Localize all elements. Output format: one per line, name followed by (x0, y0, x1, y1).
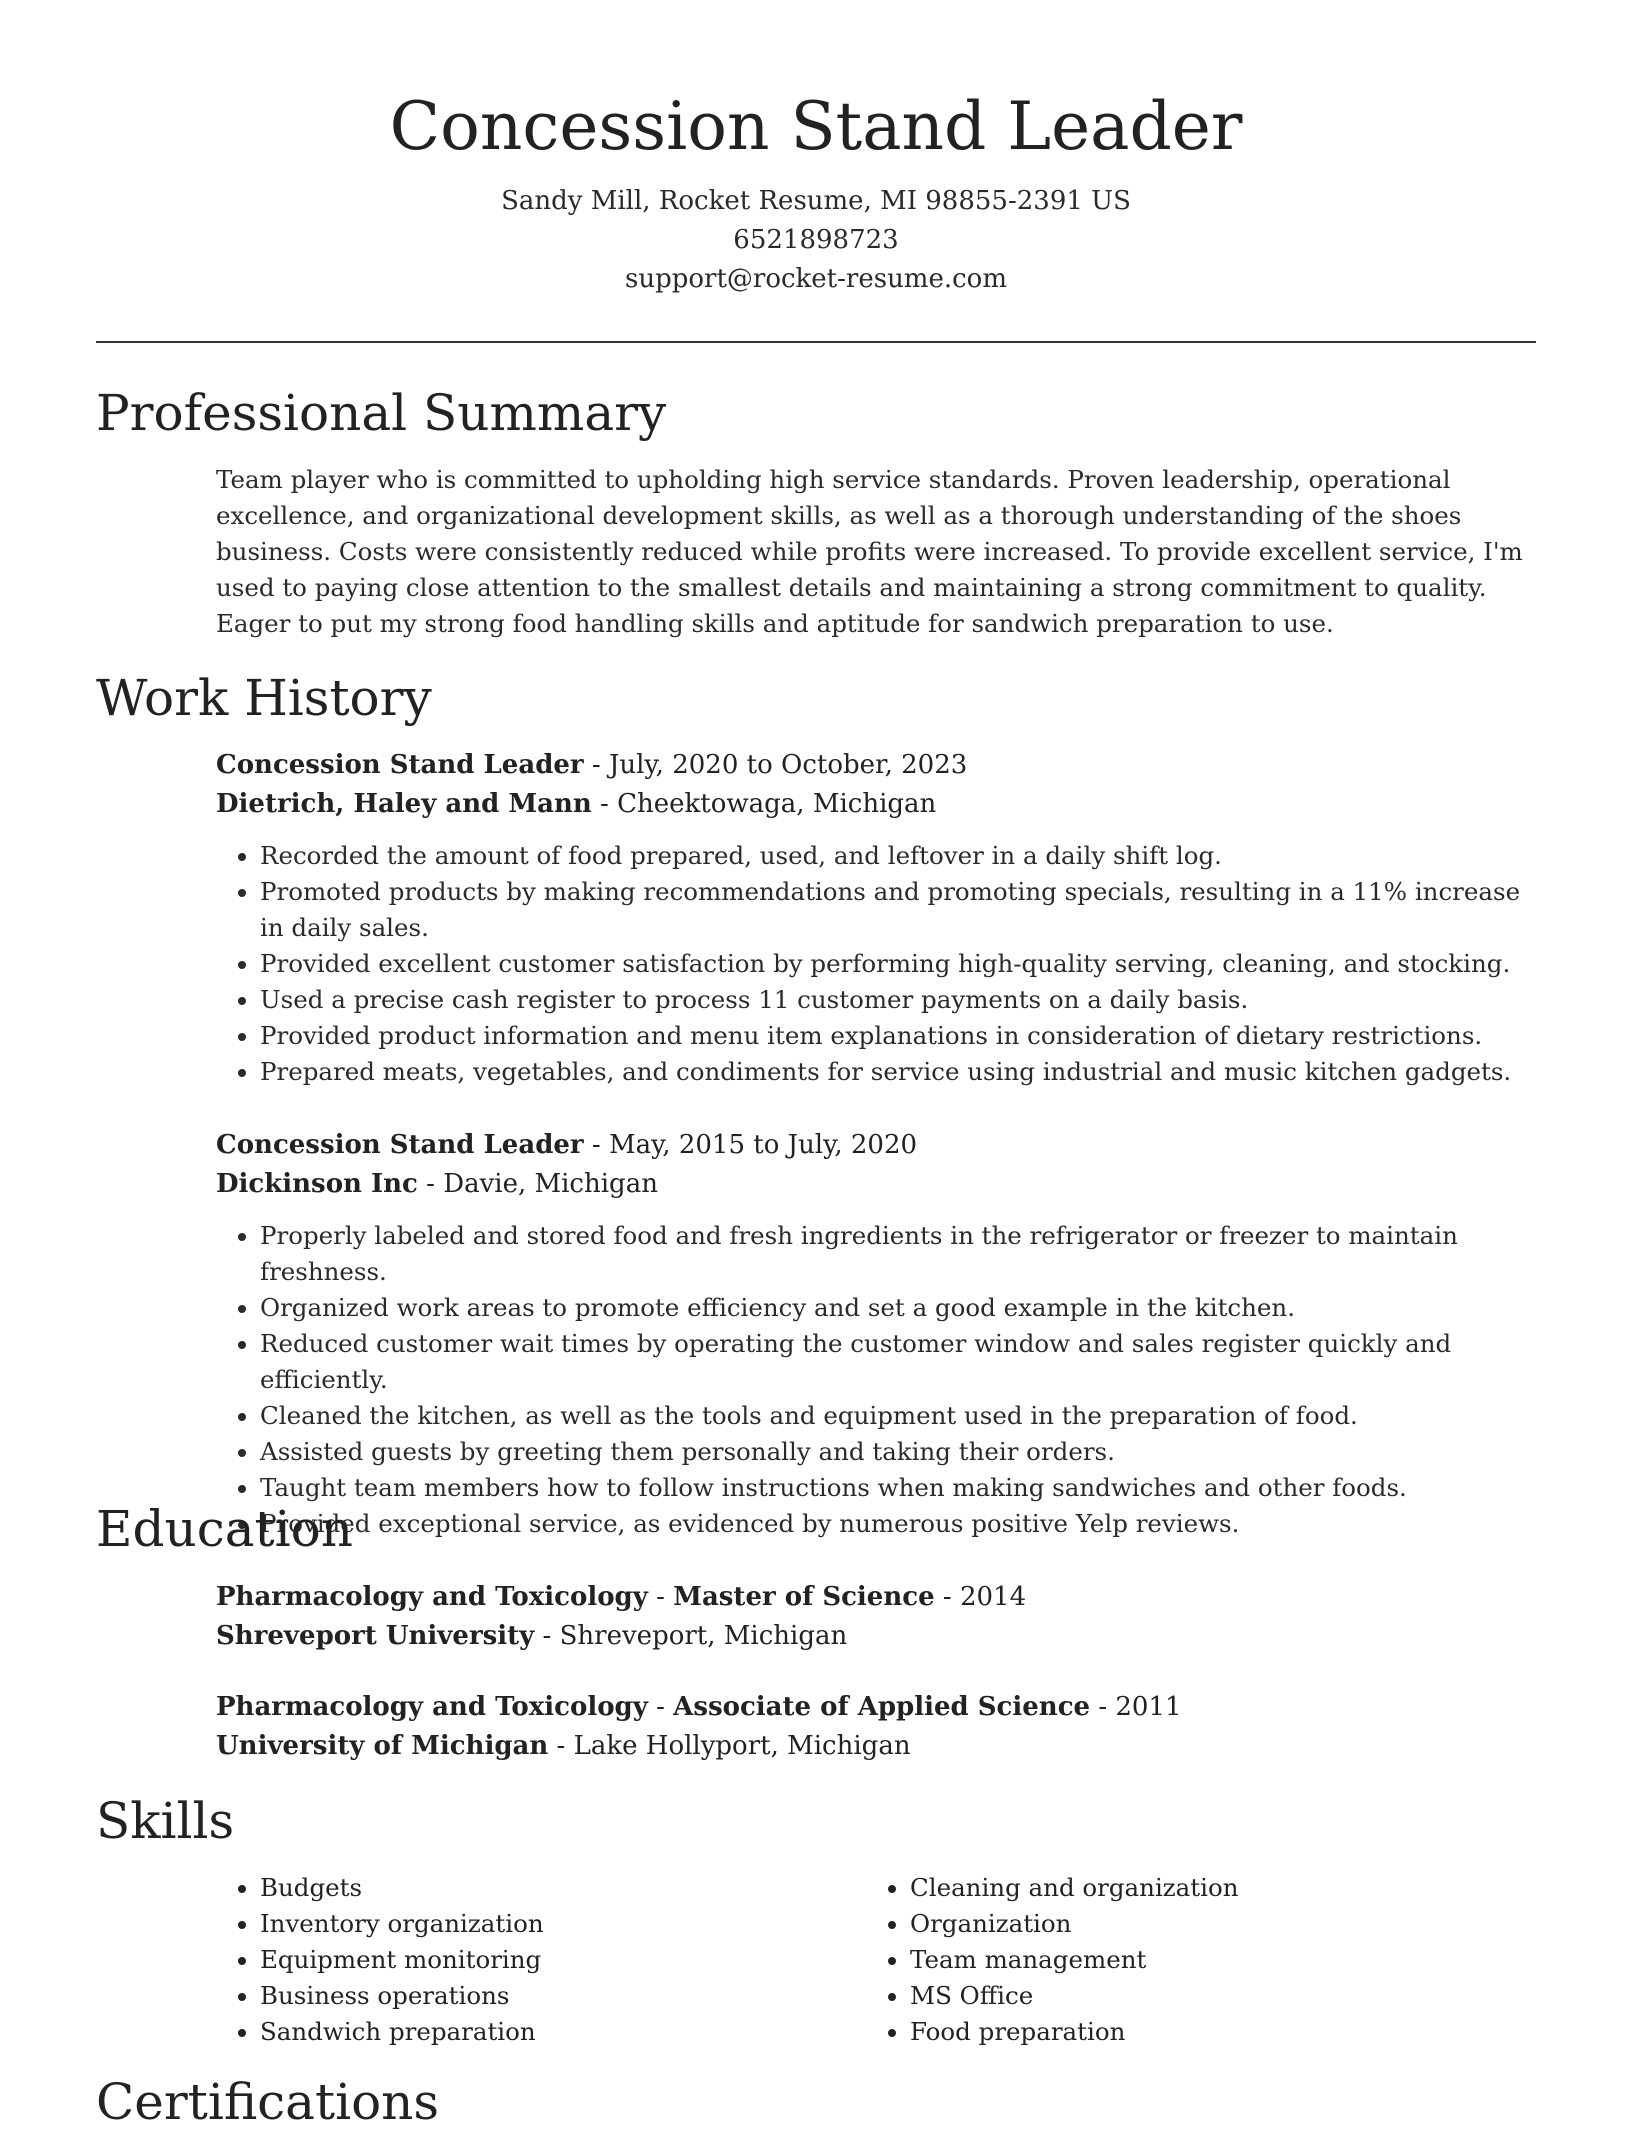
separator: - (583, 750, 609, 780)
list-item: • Food preparation (910, 2014, 1466, 2050)
email: support@rocket-resume.com (624, 264, 1007, 294)
job-role: Concession Stand Leader (216, 750, 584, 780)
education-school-line (216, 1727, 1536, 1766)
resume-header (96, 82, 1536, 299)
job-location: Davie, Michigan (443, 1169, 658, 1199)
summary-heading: Professional Summary (96, 384, 667, 442)
job-company: Dickinson Inc (216, 1169, 418, 1199)
list-item: • Taught team members how to follow instructions when making sandwiches and other foods. (260, 1470, 1536, 1506)
phone: 6521898723 (733, 225, 899, 255)
list-item: • Inventory organization (260, 1906, 816, 1942)
separator: - (417, 1169, 444, 1199)
separator: - (548, 1731, 574, 1761)
separator: - (534, 1621, 560, 1651)
job-location: Cheektowaga, Michigan (617, 789, 937, 819)
list-item: • Organization (910, 1906, 1466, 1942)
education-degree-line (216, 1688, 1536, 1727)
list-item: • Used a precise cash register to process 11 customer payments on a daily basis. (260, 982, 1536, 1018)
list-item: • Organized work areas to promote efficiency and set a good example in the kitchen. (260, 1290, 1536, 1326)
education-entry-2 (216, 1688, 1536, 1766)
list-item: • Sandwich preparation (260, 2014, 816, 2050)
job-dates: May, 2015 to July, 2020 (608, 1130, 918, 1160)
list-item: • Promoted products by making recommendations and promoting specials, resulting in a 11% increase in daily sales. (260, 874, 1536, 946)
education-degree-line (216, 1578, 1536, 1617)
separator: - (934, 1582, 960, 1612)
separator: - (1090, 1692, 1116, 1722)
candidate-name: Concession Stand Leader (389, 88, 1243, 165)
list-item: • Budgets (260, 1870, 816, 1906)
list-item: • Recorded the amount of food prepared, used, and leftover in a daily shift log. (260, 838, 1536, 874)
separator: - (583, 1130, 609, 1160)
job-entry-1 (216, 746, 1536, 1090)
work-history-heading: Work History (96, 669, 432, 727)
education-location: Shreveport, Michigan (559, 1621, 848, 1651)
skills-column-left (216, 1870, 816, 2050)
list-item: • Assisted guests by greeting them personally and taking their orders. (260, 1434, 1536, 1470)
education-entry-1 (216, 1578, 1536, 1656)
education-year: 2014 (959, 1582, 1027, 1612)
list-item: • Business operations (260, 1978, 816, 2014)
separator: - (647, 1692, 674, 1722)
job-bullets (216, 838, 1536, 1090)
list-item: • Provided excellent customer satisfaction by performing high-quality serving, cleaning, and stocking. (260, 946, 1536, 982)
list-item: • MS Office (910, 1978, 1466, 2014)
list-item: • Provided product information and menu item explanations in consideration of dietary restrictions. (260, 1018, 1536, 1054)
summary-text: Team player who is committed to upholding high service standards. Proven leadership, operational excellence, and organizational development skills, as well as a thorough understanding of the shoes business. Costs were consistently reduced while profits were increased. To provide excellent service, I'm used to paying close attention to the smallest details and maintaining a strong commitment to quality. Eager to put my strong food handling skills and aptitude for sandwich preparation to use. (216, 465, 1523, 638)
separator: - (591, 789, 618, 819)
list-item: • Prepared meats, vegetables, and condiments for service using industrial and music kitchen gadgets. (260, 1054, 1536, 1090)
education-school: Shreveport University (216, 1621, 535, 1651)
skills-column-right (866, 1870, 1466, 2050)
education-field: Pharmacology and Toxicology (216, 1582, 648, 1612)
education-degree: Associate of Applied Science (673, 1692, 1091, 1722)
education-location: Lake Hollyport, Michigan (573, 1731, 911, 1761)
job-entry-2 (216, 1126, 1536, 1542)
skills-list (866, 1870, 1466, 2050)
education-heading: Education (96, 1500, 353, 1558)
list-item: • Provided exceptional service, as evidenced by numerous positive Yelp reviews. (260, 1506, 1536, 1542)
list-item: • Equipment monitoring (260, 1942, 816, 1978)
address: Sandy Mill, Rocket Resume, MI 98855-2391 US (501, 186, 1131, 216)
list-item: • Team management (910, 1942, 1466, 1978)
education-school: University of Michigan (216, 1731, 549, 1761)
job-dates: July, 2020 to October, 2023 (608, 750, 968, 780)
header-divider (96, 341, 1536, 343)
summary-section (216, 462, 1536, 642)
separator: - (647, 1582, 674, 1612)
job-company-line (216, 1165, 1536, 1204)
contact-info (96, 182, 1536, 299)
education-school-line (216, 1617, 1536, 1656)
skills-heading: Skills (96, 1792, 235, 1850)
job-role: Concession Stand Leader (216, 1130, 584, 1160)
job-bullets (216, 1218, 1536, 1542)
education-field: Pharmacology and Toxicology (216, 1692, 648, 1722)
certifications-heading: Certifications (96, 2073, 440, 2131)
education-degree: Master of Science (673, 1582, 935, 1612)
list-item: • Cleaned the kitchen, as well as the tools and equipment used in the preparation of food. (260, 1398, 1536, 1434)
job-title-line (216, 746, 1536, 785)
list-item: • Reduced customer wait times by operating the customer window and sales register quickly and efficiently. (260, 1326, 1536, 1398)
job-title-line (216, 1126, 1536, 1165)
education-year: 2011 (1115, 1692, 1182, 1722)
job-company-line (216, 785, 1536, 824)
list-item: • Properly labeled and stored food and fresh ingredients in the refrigerator or freezer to maintain freshness. (260, 1218, 1536, 1290)
job-company: Dietrich, Haley and Mann (216, 789, 592, 819)
list-item: • Cleaning and organization (910, 1870, 1466, 1906)
skills-list (216, 1870, 816, 2050)
